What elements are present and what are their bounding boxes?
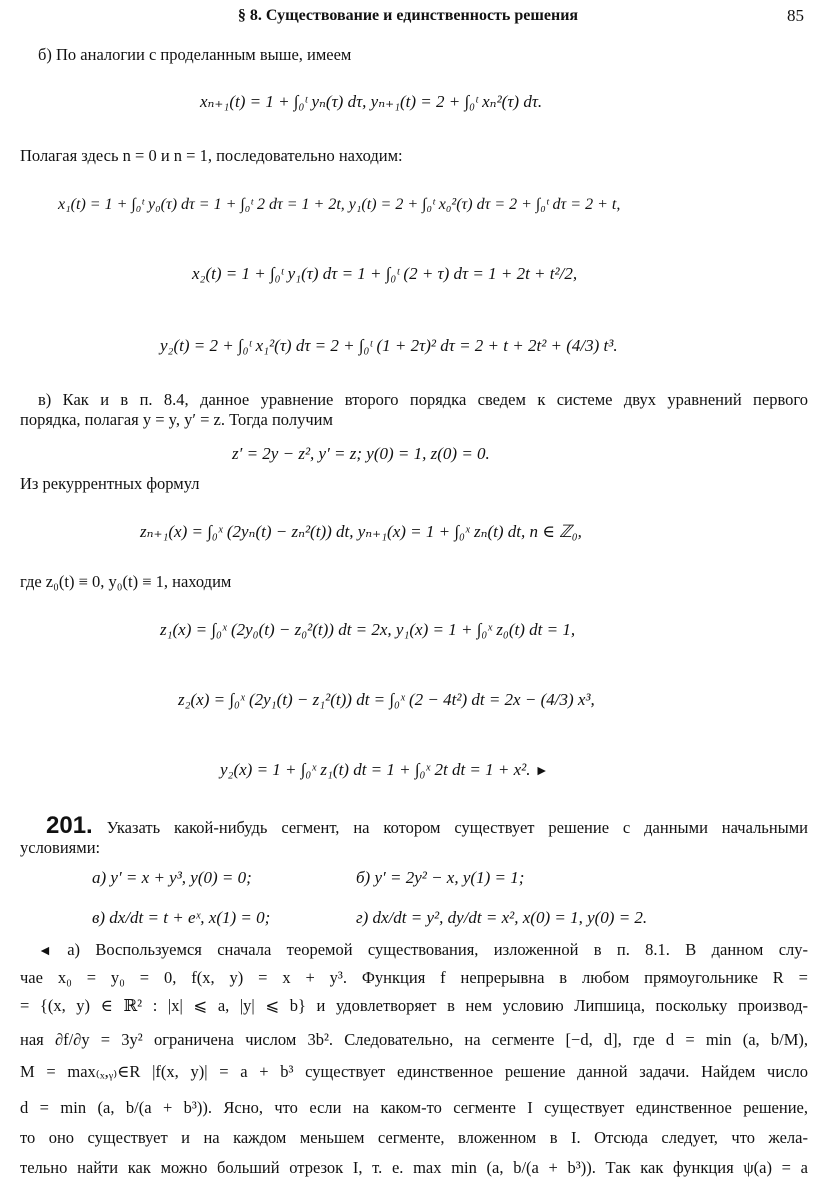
end-of-solution-mark: ►: [534, 764, 549, 779]
equation-x2: x₂(t) = 1 + ∫₀ᵗ y₁(τ) dτ = 1 + ∫₀ᵗ (2 + τ) dτ = 1 + 2t + t²/2,: [192, 264, 578, 283]
solution-a-line1-text: а) Воспользуемся сначала теоремой существования, изложенной в п. 8.1. В данном слу-: [67, 940, 808, 959]
solution-a-line3: = {(x, y) ∈ ℝ² : |x| ⩽ a, |y| ⩽ b} и удовлетворяет в нем условию Липшица, поскольку производ-: [20, 996, 808, 1015]
equation-y2: y₂(t) = 2 + ∫₀ᵗ x₁²(τ) dτ = 2 + ∫₀ᵗ (1 + 2τ)² dτ = 2 + t + 2t² + (4/3) t³.: [160, 336, 618, 355]
equation-system: z′ = 2y − z², y′ = z; y(0) = 1, z(0) = 0.: [232, 444, 490, 463]
part-v-line2: порядка, полагая y = y, y′ = z. Тогда получим: [20, 410, 333, 429]
solution-a-line1: [38, 940, 808, 962]
text-where: где z₀(t) ≡ 0, y₀(t) ≡ 1, находим: [20, 572, 232, 591]
page-number: 85: [787, 6, 804, 25]
problem-case-v: в) dx/dt = t + eˣ, x(1) = 0;: [92, 908, 271, 927]
text-n-values: Полагая здесь n = 0 и n = 1, последовательно находим:: [20, 146, 403, 165]
solution-a-line6: d = min (a, b/(a + b³)). Ясно, что если на каком-то сегменте I существует единственное решение,: [20, 1098, 808, 1117]
solution-a-line2: чае x₀ = y₀ = 0, f(x, y) = x + y³. Функция f непрерывна в любом прямоугольнике R =: [20, 968, 808, 987]
equation-y2-x: [220, 760, 549, 780]
part-v-line1: в) Как и в п. 8.4, данное уравнение второго порядка сведем к системе двух уравнений первого: [38, 390, 808, 409]
problem-201-statement-line1: [46, 812, 809, 839]
problem-case-a: а) y′ = x + y³, y(0) = 0;: [92, 868, 252, 887]
solution-a-line7: то оно существует и на каждом меньшем сегменте, вложенном в I. Отсюда следует, что жела-: [20, 1128, 808, 1147]
problem-number: 201.: [46, 812, 93, 839]
problem-201-statement-text: Указать какой-нибудь сегмент, на котором существует решение с данными начальными: [106, 818, 809, 837]
part-b-intro: б) По аналогии с проделанным выше, имеем: [38, 45, 352, 64]
running-header-title: § 8. Существование и единственность решения: [237, 7, 579, 24]
solution-a-line8: тельно найти как можно больший отрезок I, т. е. max min (a, b/(a + b³)). Так как функция ψ(a) = a: [20, 1158, 808, 1177]
equation-z1-y1: z₁(x) = ∫₀ˣ (2y₀(t) − z₀²(t)) dt = 2x, y₁(x) = 1 + ∫₀ˣ z₀(t) dt = 1,: [160, 620, 576, 639]
problem-case-g: г) dx/dt = y², dy/dt = x², x(0) = 1, y(0) = 2.: [356, 908, 648, 927]
equation-z2: z₂(x) = ∫₀ˣ (2y₁(t) − z₁²(t)) dt = ∫₀ˣ (2 − 4t²) dt = 2x − (4/3) x³,: [178, 690, 595, 709]
text-recurrent: Из рекуррентных формул: [20, 474, 200, 493]
equation-recursion-xy: xₙ₊₁(t) = 1 + ∫₀ᵗ yₙ(τ) dτ, yₙ₊₁(t) = 2 + ∫₀ᵗ xₙ²(τ) dτ.: [200, 92, 543, 111]
problem-201-statement-line2: условиями:: [20, 838, 101, 857]
solution-a-line4: ная ∂f/∂y = 3y² ограничена числом 3b². Следовательно, на сегменте [−d, d], где d = min (a, b/M),: [20, 1030, 808, 1049]
equation-recurrent: zₙ₊₁(x) = ∫₀ˣ (2yₙ(t) − zₙ²(t)) dt, yₙ₊₁(x) = 1 + ∫₀ˣ zₙ(t) dt, n ∈ ℤ₀,: [140, 522, 582, 541]
equation-y2-x-text: y₂(x) = 1 + ∫₀ˣ z₁(t) dt = 1 + ∫₀ˣ 2t dt = 1 + x².: [220, 760, 531, 779]
start-of-solution-mark: ◄: [38, 944, 52, 959]
solution-a-line5: M = max₍ₓ,ᵧ₎∈R |f(x, y)| = a + b³ существует единственное решение данной задачи. Найдем число: [20, 1062, 808, 1081]
problem-case-b: б) y′ = 2y² − x, y(1) = 1;: [356, 868, 525, 887]
equation-x1-y1: x₁(t) = 1 + ∫₀ᵗ y₀(τ) dτ = 1 + ∫₀ᵗ 2 dτ = 1 + 2t, y₁(t) = 2 + ∫₀ᵗ x₀²(τ) dτ = 2 + ∫₀ᵗ dτ = 2 + t,: [58, 196, 621, 213]
